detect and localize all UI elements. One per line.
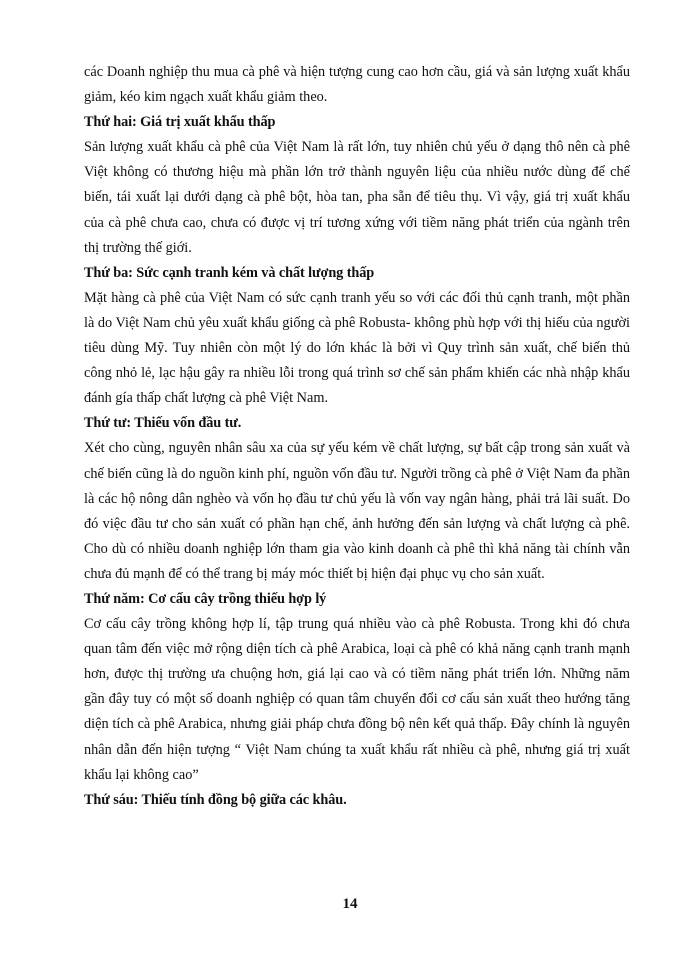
page-number: 14 <box>342 896 358 912</box>
body-paragraph: các Doanh nghiệp thu mua cà phê và hiện tượng cung cao hơn cầu, giá và sản lượng xuất khẩu giảm, kéo kim ngạch xuất khẩu giảm theo. <box>84 64 630 106</box>
section-heading: Thứ hai: Giá trị xuất khẩu thấp <box>84 114 276 131</box>
body-paragraph: Xét cho cùng, nguyên nhân sâu xa của sự yếu kém về chất lượng, sự bất cập trong sản xuất và chế biến cũng là do nguồn kinh phí, nguồn vốn đầu tư. Người trồng cà phê ở Việt Nam đa phần là các hộ nông dân nghèo và vốn họ đầu tư chủ yếu là vốn vay ngân hàng, phải trả lãi suất. Do đó việc đầu tư cho sản xuất có phần hạn chế, ảnh hưởng đến sản lượng và chất lượng cà phê. Cho dù có nhiều doanh nghiệp lớn tham gia vào kinh doanh cà phê thì khả năng tài chính vẫn chưa đủ mạnh để có thể trang bị máy móc thiết bị hiện đại phục vụ cho sản xuất. <box>84 440 630 582</box>
section-heading: Thứ ba: Sức cạnh tranh kém và chất lượng thấp <box>84 264 375 281</box>
body-paragraph: Cơ cấu cây trồng không hợp lí, tập trung quá nhiều vào cà phê Robusta. Trong khi đó chưa quan tâm đến việc mở rộng diện tích cà phê Arabica, loại cà phê có khả năng cạnh tranh mạnh hơn, được thị trường ưa chuộng hơn, giá lại cao và có tiềm năng phát triển lớn. Những năm gần đây tuy có một số doanh nghiệp có quan tâm chuyển đổi cơ cấu sản xuất theo hướng tăng diện tích cà phê Arabica, nhưng giải pháp chưa đồng bộ nên kết quả thấp. Đây chính là nguyên nhân dẫn đến hiện tượng “ Việt Nam chúng ta xuất khẩu rất nhiều cà phê, nhưng giá trị xuất khẩu lại không cao” <box>84 616 630 783</box>
section-heading: Thứ sáu: Thiếu tính đồng bộ giữa các khâu. <box>84 791 347 808</box>
body-paragraph: Mặt hàng cà phê của Việt Nam có sức cạnh tranh yếu so với các đối thủ cạnh tranh, một phần là do Việt Nam chủ yêu xuất khẩu giống cà phê Robusta- không phù hợp với thị hiếu của người tiêu dùng Mỹ. Tuy nhiên còn một lý do lớn khác là bởi vì Quy trình sản xuất, chế biến thủ công nhỏ lẻ, lạc hậu gây ra nhiều lỗi trong quá trình sơ chế sản phẩm khiến các nhà nhập khẩu đánh gía thấp chất lượng cà phê Việt Nam. <box>84 289 630 407</box>
body-paragraph: Sản lượng xuất khẩu cà phê của Việt Nam là rất lớn, tuy nhiên chủ yếu ở dạng thô nên cà phê Việt không có thương hiệu mà phần lớn trở thành nguyên liệu của nhiều nước dùng để chế biến, tái xuất lại dưới dạng cà phê bột, hòa tan, pha sẵn để tiêu thụ. Vì vậy, giá trị xuất khẩu của cà phê chưa cao, chưa có được vị trí tương xứng với tiềm năng phát triển của ngành trên thị trường thế giới. <box>84 139 630 256</box>
section-heading: Thứ năm: Cơ cấu cây trồng thiếu hợp lý <box>84 590 327 607</box>
section-heading: Thứ tư: Thiếu vốn đầu tư. <box>84 415 242 432</box>
page-content <box>84 60 630 813</box>
